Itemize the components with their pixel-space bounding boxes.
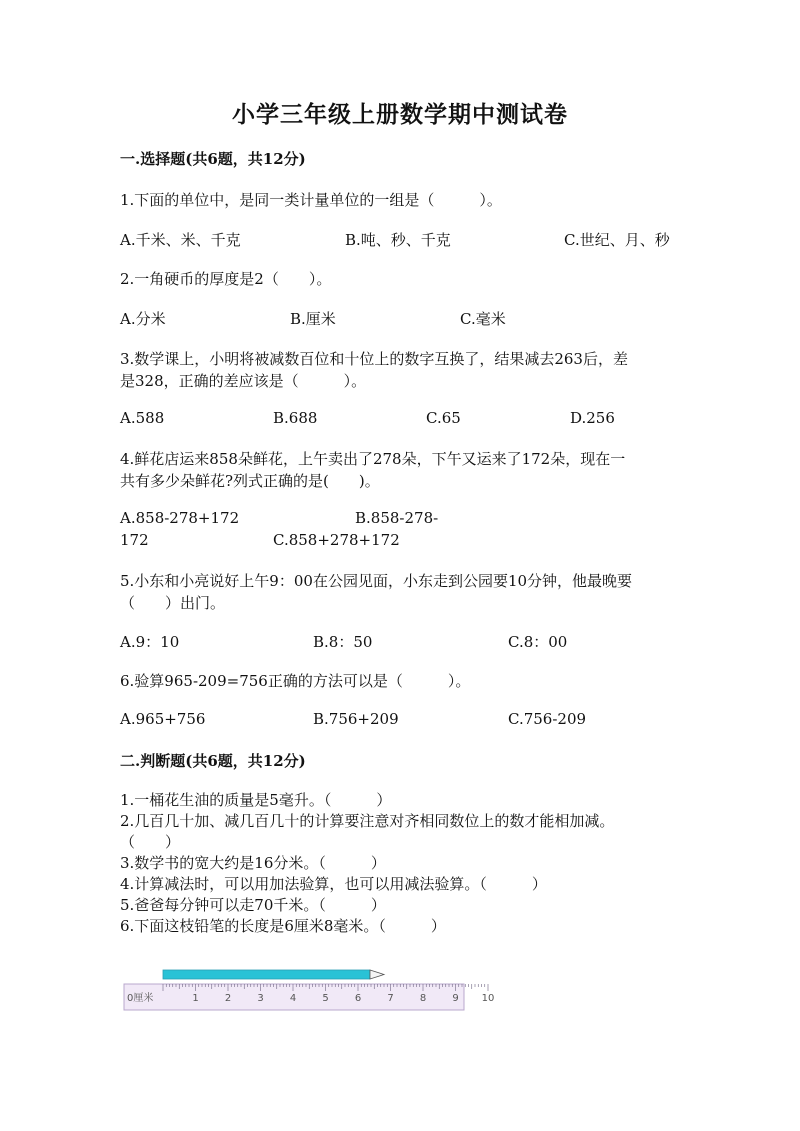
question-4-option-b: B.858-278- — [355, 509, 439, 527]
ruler-number: 7 — [387, 993, 394, 1004]
question-5-text-line1: 5.小东和小亮说好上午9：00在公园见面，小东走到公园要10分钟，他最晚要 — [120, 572, 633, 590]
question-4-text-line2: 共有多少朵鲜花?列式正确的是( )。 — [120, 472, 380, 490]
question-3-option-d: D.256 — [570, 409, 615, 427]
pencil — [163, 970, 384, 979]
pencil-ruler-figure — [123, 966, 495, 1014]
question-1-option-c: C.世纪、月、秒 — [564, 231, 670, 249]
question-2-text: 2.一角硬币的厚度是2（ ）。 — [120, 270, 332, 288]
question-2-option-a: A.分米 — [120, 310, 166, 328]
question-6-option-c: C.756-209 — [508, 710, 587, 728]
judge-1: 1.一桶花生油的质量是5毫升。（ ） — [120, 791, 392, 809]
ruler-number: 5 — [322, 993, 329, 1004]
question-3-option-b: B.688 — [273, 409, 318, 427]
question-3-text-line2: 是328，正确的差应该是（ ）。 — [120, 372, 367, 390]
ruler-number: 3 — [257, 993, 264, 1004]
section-heading-true-false: 二.判断题(共6题，共12分) — [120, 752, 306, 770]
question-2-option-b: B.厘米 — [290, 310, 336, 328]
ruler-number: 8 — [419, 993, 427, 1004]
judge-5: 5.爸爸每分钟可以走70千米。（ ） — [120, 896, 386, 914]
question-3-text-line1: 3.数学课上，小明将被减数百位和十位上的数字互换了，结果减去263后，差 — [120, 350, 628, 368]
question-1-text: 1.下面的单位中，是同一类计量单位的一组是（ ）。 — [120, 191, 502, 209]
judge-3: 3.数学书的宽大约是16分米。（ ） — [120, 854, 386, 872]
question-6-option-a: A.965+756 — [120, 710, 206, 728]
judge-2-line2: （ ） — [120, 833, 181, 851]
ruler-number: 6 — [354, 993, 362, 1004]
ruler-number: 10 — [481, 993, 495, 1004]
pencil-body — [163, 970, 370, 979]
section-heading-choice: 一.选择题(共6题，共12分) — [120, 150, 306, 168]
question-3-option-c: C.65 — [426, 409, 461, 427]
ruler-number: 4 — [289, 993, 297, 1004]
question-5-text-line2: （ ）出门。 — [120, 594, 226, 612]
question-5-option-c: C.8：00 — [508, 633, 568, 651]
question-3-option-a: A.588 — [120, 409, 165, 427]
question-2-option-c: C.毫米 — [460, 310, 506, 328]
question-5-option-a: A.9：10 — [120, 633, 180, 651]
ruler-number: 1 — [192, 993, 199, 1004]
question-5-option-b: B.8：50 — [313, 633, 373, 651]
question-4-option-a: A.858-278+172 — [120, 509, 240, 527]
page-title: 小学三年级上册数学期中测试卷 — [232, 101, 568, 128]
ruler-number: 9 — [452, 993, 459, 1004]
judge-6: 6.下面这枝铅笔的长度是6厘米8毫米。（ ） — [120, 917, 446, 935]
ruler-number: 2 — [224, 993, 232, 1004]
question-6-text: 6.验算965-209=756正确的方法可以是（ ）。 — [120, 672, 471, 690]
question-4-option-b-continued: 172 — [120, 531, 149, 549]
pencil-tip — [370, 970, 384, 979]
question-1-option-a: A.千米、米、千克 — [120, 231, 241, 249]
judge-4: 4.计算减法时，可以用加法验算，也可以用减法验算。（ ） — [120, 875, 547, 893]
question-1-option-b: B.吨、秒、千克 — [345, 231, 451, 249]
question-4-option-c: C.858+278+172 — [273, 531, 400, 549]
question-4-text-line1: 4.鲜花店运来858朵鲜花，上午卖出了278朵，下午又运来了172朵，现在一 — [120, 450, 626, 468]
ruler-unit-label: 0厘米 — [127, 993, 154, 1004]
question-6-option-b: B.756+209 — [313, 710, 399, 728]
judge-2-line1: 2.几百几十加、减几百几十的计算要注意对齐相同数位上的数才能相加减。 — [120, 812, 615, 830]
